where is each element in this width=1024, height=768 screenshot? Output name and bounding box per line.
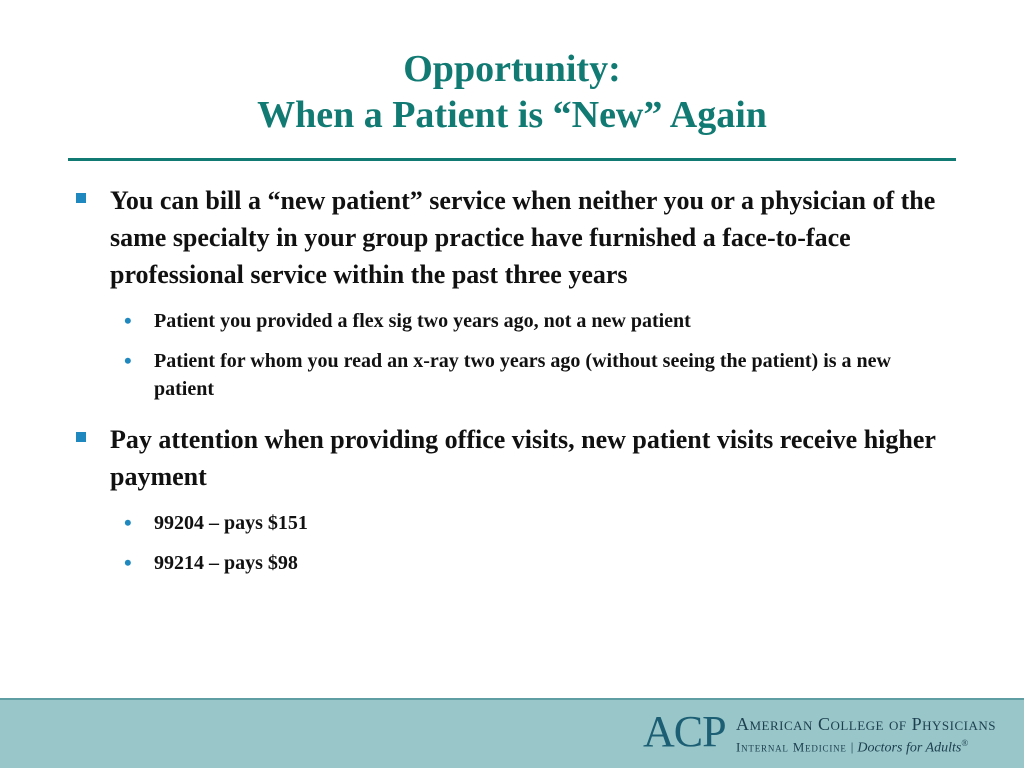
sub-bullet-2-2-text: 99214 – pays $98 [154, 552, 298, 574]
title-divider [68, 158, 956, 161]
org-tagline [736, 735, 968, 756]
slide-title [0, 46, 1024, 138]
round-bullet-icon: • [124, 510, 132, 535]
sub-bullet-1-1-text: Patient you provided a flex sig two years ago, not a new patient [154, 310, 691, 332]
round-bullet-icon: • [124, 308, 132, 333]
square-bullet-icon [76, 193, 86, 203]
acp-logo: ACP [643, 707, 726, 756]
sub-bullet-2-1-text: 99204 – pays $151 [154, 512, 308, 534]
bullet-2-text: Pay attention when providing office visits, new patient visits receive higher payment [110, 425, 936, 491]
sub-bullet-2-1 [72, 509, 952, 537]
slide-title-line2: When a Patient is “New” Again [257, 94, 767, 136]
sub-bullet-1-2 [72, 347, 952, 403]
org-subtitle: Internal Medicine [736, 739, 847, 755]
sub-bullet-1-2-text: Patient for whom you read an x-ray two years ago (without seeing the patient) is a new patient [154, 350, 891, 400]
square-bullet-icon [76, 432, 86, 442]
bullet-1-text: You can bill a “new patient” service when neither you or a physician of the same specialty in your group practice have furnished a face-to-face professional service within the past three years [110, 186, 936, 289]
sub-bullet-2-2 [72, 549, 952, 577]
registered-mark: ® [961, 738, 969, 748]
bullet-2 [72, 421, 952, 495]
slide-body [72, 182, 952, 577]
tagline-text: Doctors for Adults [857, 740, 962, 756]
slide-title-line1: Opportunity: [403, 48, 621, 90]
sub-bullet-1-1 [72, 307, 952, 335]
tagline-separator: | [850, 739, 854, 755]
round-bullet-icon: • [124, 348, 132, 373]
bullet-1 [72, 182, 952, 293]
org-name: American College of Physicians [736, 714, 996, 734]
round-bullet-icon: • [124, 550, 132, 575]
